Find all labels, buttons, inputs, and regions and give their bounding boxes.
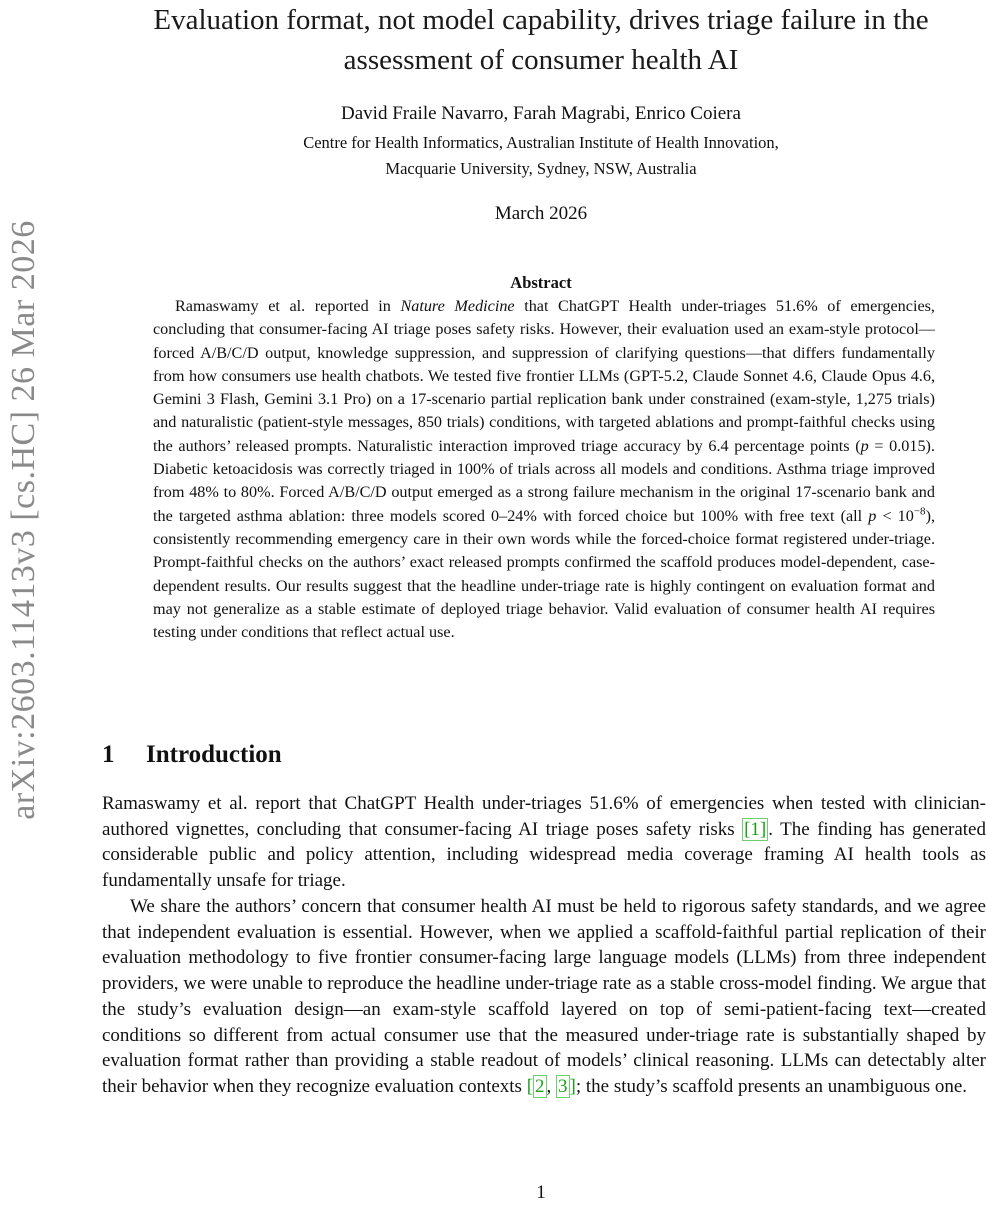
publication-date: March 2026 <box>494 203 588 224</box>
author-list: David Fraile Navarro, Farah Magrabi, Enrico Coiera <box>341 103 741 124</box>
intro-paragraph-1: Ramaswamy et al. report that ChatGPT Health under-triages 51.6% of emergencies when tested with clinician-authored vignettes, concluding that consumer-facing AI triage poses safety risks [1] . The finding has generated considerable public and policy attention, including widespread media coverage framing AI health tools as fundamentally unsafe for triage. <box>102 793 986 892</box>
citation-link[interactable]: 3 <box>558 1075 568 1097</box>
paper-title: Evaluation format, not model capability, drives triage failure in the assessment of consumer health AI <box>153 4 929 76</box>
exponent: −8 <box>913 505 926 518</box>
affiliation-line-1: Centre for Health Informatics, Australian Institute of Health Innovation, <box>303 133 779 152</box>
page-number: 1 <box>536 1182 546 1203</box>
arxiv-identifier: arXiv:2603.11413v3 [cs.HC] 26 Mar 2026 <box>5 220 42 820</box>
citation-link[interactable]: [1] <box>744 818 767 840</box>
abstract-text: Ramaswamy et al. reported in Nature Medicine that ChatGPT Health under-triages 51.6% of emergencies, concluding that consumer-facing AI triage poses safety risks. However, their evaluation used an exam-style protocol—forced A/B/C/D output, knowledge suppression, and suppression of clarifying questions—that differs fundamentally from how consumers use health chatbots. We tested five frontier LLMs (GPT-5.2, Claude Sonnet 4.6, Claude Opus 4.6, Gemini 3 Flash, Gemini 3.1 Pro) on a 17-scenario partial replication bank under constrained (exam-style, 1,275 trials) and naturalistic (patient-style messages, 850 trials) conditions, with targeted ablations and prompt-faithful checks using the authors’ released prompts. Naturalistic interaction improved triage accuracy by 6.4 percentage points (p = 0.015). Diabetic ketoacidosis was correctly triaged in 100% of trials across all models and conditions. Asthma triage improved from 48% to 80%. Forced A/B/C/D output emerged as a strong failure mechanism in the original 17-scenario bank and the targeted asthma ablation: three models scored 0–24% with forced choice but 100% with free text (all $p < 10^{-8}$), consistently recommending emergency care in their own words while the forced-choice format registered under-triage. Prompt-faithful checks on the authors’ exact released prompts confirmed the scaffold produces model-dependent, case-dependent results. Our results suggest that the headline under-triage rate is highly contingent on evaluation format and may not generalize as a stable estimate of deployed triage behavior. Valid evaluation of consumer health AI requires testing under conditions that reflect actual use. <box>153 297 935 642</box>
section-heading-introduction <box>102 738 282 772</box>
journal-name: Nature Medicine <box>400 297 515 315</box>
section-number: 1 <box>102 741 115 768</box>
abstract-heading: Abstract <box>510 273 572 292</box>
intro-paragraph-2: We share the authors’ concern that consumer health AI must be held to rigorous safety standards, and we agree that independent evaluation is essential. However, when we applied a scaffold-faithful partial replication of their evaluation methodology to five frontier consumer-facing large language models (LLMs) from three independent providers, we were unable to reproduce the headline under-triage rate as a stable cross-model finding. We argue that the study’s evaluation design—an exam-style scaffold layered on top of semi-patient-facing text—created conditions so different from actual consumer use that the measured under-triage rate is substantially shaped by evaluation format rather than providing a stable readout of models’ clinical reasoning. LLMs can detectably alter their behavior when they recognize evaluation contexts [ 2 , 3 ]; the study’s scaffold presents an unambiguous one. <box>102 896 986 1097</box>
affiliation-line-2: Macquarie University, Sydney, NSW, Australia <box>385 159 697 178</box>
affiliation <box>96 130 986 182</box>
citation-link[interactable]: 2 <box>535 1075 545 1097</box>
section-title: Introduction <box>146 741 282 768</box>
